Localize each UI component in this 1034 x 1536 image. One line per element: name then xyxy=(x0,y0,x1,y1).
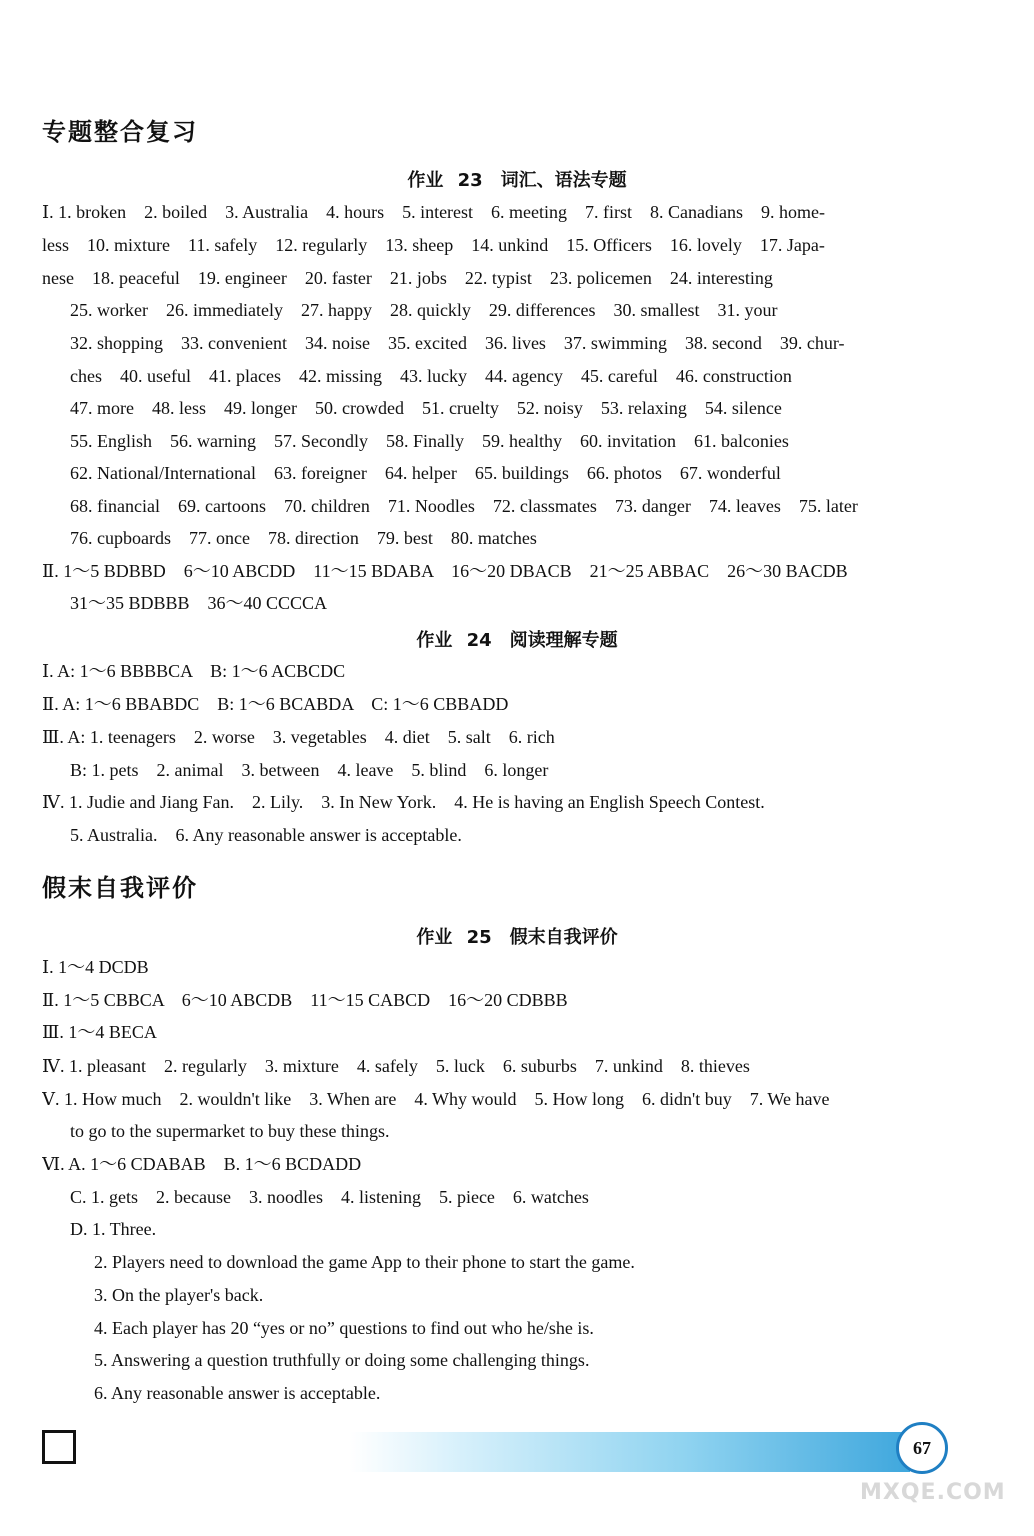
section-title-eval: 假末自我评价 xyxy=(42,874,198,902)
hw24-title: 作业 24 阅读理解专题 xyxy=(416,630,618,651)
hw23-title: 作业 23 词汇、语法专题 xyxy=(407,170,627,191)
hw25-line: 4. Each player has 20 “yes or no” questions to find out who he/she is. xyxy=(94,1318,594,1338)
hw23-line: 76. cupboards 77. once 78. direction 79. best 80. matches xyxy=(70,528,537,548)
hw24-line: Ⅰ. A: 1～6 BBBBCA B: 1～6 ACBCDC xyxy=(42,661,346,681)
hw25-title: 作业 25 假末自我评价 xyxy=(416,927,618,948)
hw25-line: to go to the supermarket to buy these things. xyxy=(70,1121,390,1141)
hw24-line: Ⅳ. 1. Judie and Jiang Fan. 2. Lily. 3. In New York. 4. He is having an English Speech Contest. xyxy=(42,792,765,812)
hw25-line: D. 1. Three. xyxy=(70,1219,157,1239)
hw23-line: Ⅱ. 1～5 BDBBD 6～10 ABCDD 11～15 BDABA 16～20 DBACB 21～25 ABBAC 26～30 BACDB xyxy=(42,561,848,581)
hw23-line: 47. more 48. less 49. longer 50. crowded 51. cruelty 52. noisy 53. relaxing 54. silence xyxy=(70,398,782,418)
corner-box xyxy=(42,1430,76,1464)
hw25-line: 2. Players need to download the game App to their phone to start the game. xyxy=(94,1252,635,1272)
hw25-line: 5. Answering a question truthfully or doing some challenging things. xyxy=(94,1350,590,1370)
watermark: MXQE.COM xyxy=(860,1480,1006,1505)
section-title-review: 专题整合复习 xyxy=(42,118,198,146)
hw25-line: 3. On the player's back. xyxy=(94,1285,264,1305)
footer-band xyxy=(350,1432,910,1472)
hw23-line: 62. National/International 63. foreigner 64. helper 65. buildings 66. photos 67. wonderful xyxy=(70,463,781,483)
hw23-line: 25. worker 26. immediately 27. happy 28. quickly 29. differences 30. smallest 31. your xyxy=(70,300,778,320)
hw25-line: C. 1. gets 2. because 3. noodles 4. listening 5. piece 6. watches xyxy=(70,1187,589,1207)
hw24-line: Ⅲ. A: 1. teenagers 2. worse 3. vegetables 4. diet 5. salt 6. rich xyxy=(42,727,555,747)
hw24-line: 5. Australia. 6. Any reasonable answer is acceptable. xyxy=(70,825,462,845)
hw23-line: 32. shopping 33. convenient 34. noise 35. excited 36. lives 37. swimming 38. second 39. chur- xyxy=(70,333,845,353)
hw25-line: Ⅰ. 1～4 DCDB xyxy=(42,957,149,977)
hw23-line: nese 18. peaceful 19. engineer 20. faster 21. jobs 22. typist 23. policemen 24. interesting xyxy=(42,268,773,288)
hw25-line: Ⅲ. 1～4 BECA xyxy=(42,1022,157,1042)
hw23-line: less 10. mixture 11. safely 12. regularly 13. sheep 14. unkind 15. Officers 16. lovely 17. Japa- xyxy=(42,235,825,255)
hw25-line: Ⅵ. A. 1～6 CDABAB B. 1～6 BCDADD xyxy=(42,1154,362,1174)
hw25-line: 6. Any reasonable answer is acceptable. xyxy=(94,1383,381,1403)
page-number: 67 xyxy=(896,1422,948,1474)
hw25-line: Ⅳ. 1. pleasant 2. regularly 3. mixture 4. safely 5. luck 6. suburbs 7. unkind 8. thieves xyxy=(42,1056,750,1076)
hw24-line: Ⅱ. A: 1～6 BBABDC B: 1～6 BCABDA C: 1～6 CBBADD xyxy=(42,694,509,714)
hw24-line: B: 1. pets 2. animal 3. between 4. leave 5. blind 6. longer xyxy=(70,760,549,780)
hw23-line: Ⅰ. 1. broken 2. boiled 3. Australia 4. hours 5. interest 6. meeting 7. first 8. Canadians 9. home- xyxy=(42,202,825,222)
hw23-line: 55. English 56. warning 57. Secondly 58. Finally 59. healthy 60. invitation 61. balconies xyxy=(70,431,789,451)
hw23-line: ches 40. useful 41. places 42. missing 43. lucky 44. agency 45. careful 46. construction xyxy=(70,366,792,386)
hw25-line: Ⅱ. 1～5 CBBCA 6～10 ABCDB 11～15 CABCD 16～20 CDBBB xyxy=(42,990,568,1010)
hw23-line: 31～35 BDBBB 36～40 CCCCA xyxy=(70,593,328,613)
hw25-line: Ⅴ. 1. How much 2. wouldn't like 3. When are 4. Why would 5. How long 6. didn't buy 7. We have xyxy=(42,1089,830,1109)
hw23-line: 68. financial 69. cartoons 70. children 71. Noodles 72. classmates 73. danger 74. leaves 75. later xyxy=(70,496,858,516)
